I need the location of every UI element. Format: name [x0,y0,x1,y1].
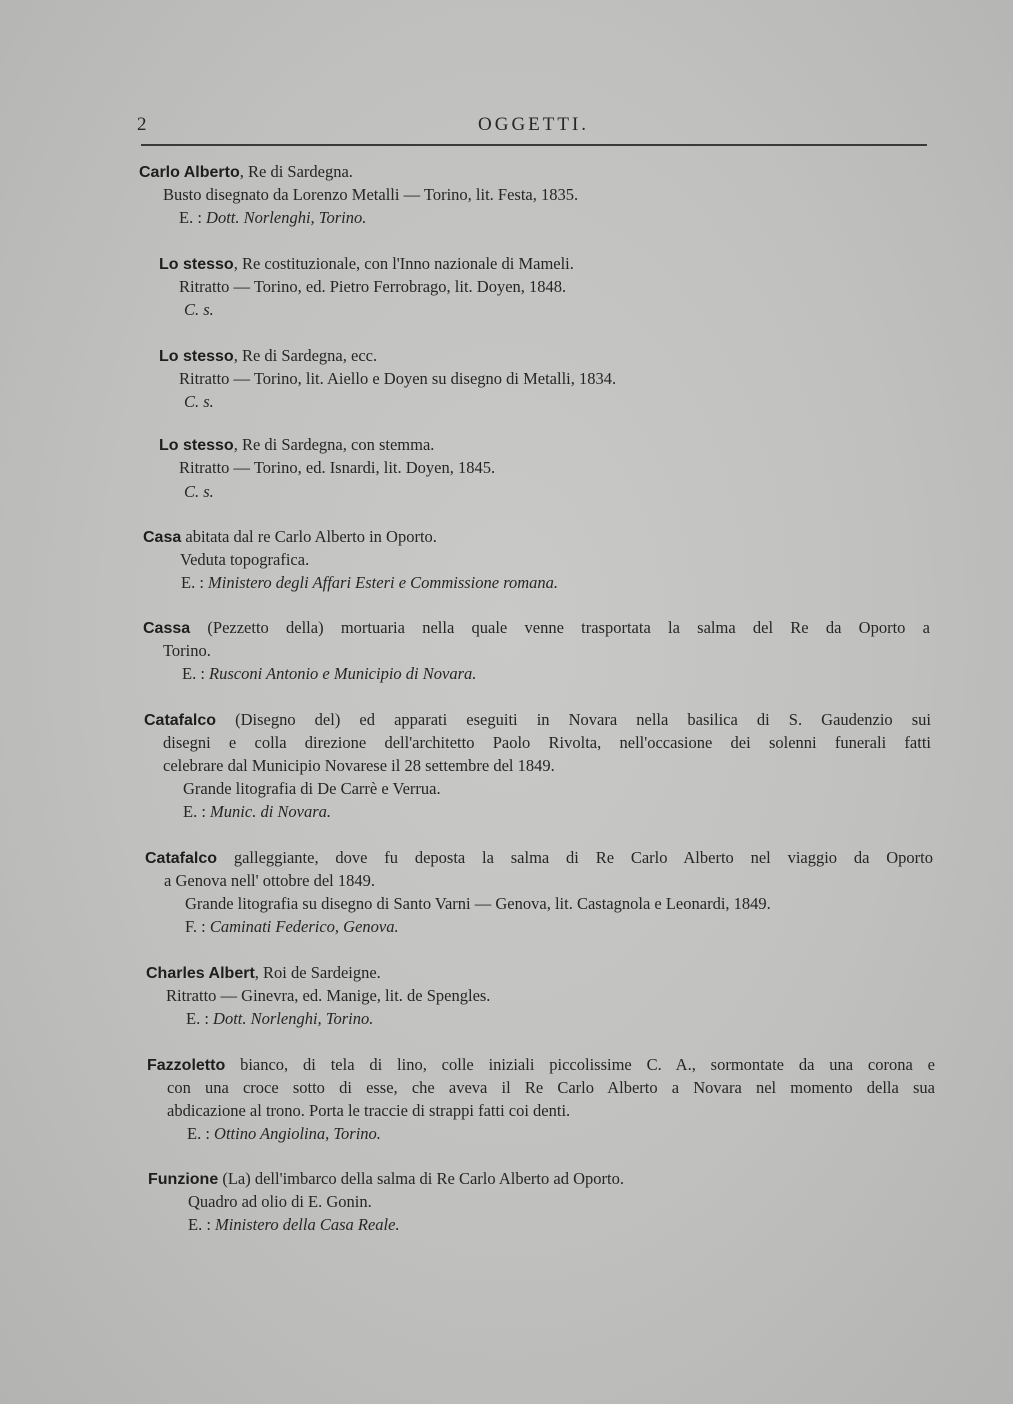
entry-description: , Roi de Sardeigne. [254,963,381,982]
entry-continuation: Torino. [163,641,211,660]
entry-headword: Fazzoletto [147,1057,226,1074]
entry-source [186,1008,373,1030]
entry-description: galleggiante, dove fu deposta la salma di Re Carlo Alberto nel viaggio da Oporto [217,848,933,867]
entry-continuation: a Genova nell' ottobre del 1849. [164,871,375,890]
entry-headword: Catafalco [144,712,217,729]
entry-detail: Ritratto — Ginevra, ed. Manige, lit. de Spengles. [166,986,491,1005]
entry-source [182,663,476,685]
entry-headword: Funzione [148,1171,219,1188]
entry-heading-line [146,962,381,985]
source-name: Caminati Federico, Genova. [209,917,399,936]
source-prefix: E. : [183,802,211,821]
entry-note: C. s. [184,300,214,319]
entry-detail: Busto disegnato da Lorenzo Metalli — Torino, lit. Festa, 1835. [163,185,579,204]
source-name: Ministero della Casa Reale. [215,1215,400,1234]
entry-source [188,1214,400,1236]
entry-detail: Ritratto — Torino, ed. Pietro Ferrobrago, lit. Doyen, 1848. [179,277,567,296]
entry-heading-line [159,345,377,368]
page-number: 2 [137,114,147,135]
entry-heading-line [143,617,930,640]
source-prefix: E. : [187,1124,215,1143]
entry-heading-line [139,161,353,184]
source-prefix: E. : [188,1215,216,1234]
source-prefix: F. : [185,917,210,936]
header-rule [141,144,927,146]
entry-source [183,801,331,823]
entry-description: , Re di Sardegna. [239,162,353,181]
entry-description: abitata dal re Carlo Alberto in Oporto. [181,527,437,546]
entry-source [179,207,366,229]
entry-headword: Charles Albert [146,965,255,982]
source-name: Dott. Norlenghi, Torino. [206,208,367,227]
page-header [0,108,1013,138]
entry-description: (Disegno del) ed apparati eseguiti in Novara nella basilica di S. Gaudenzio sui [216,710,931,729]
entry-note: C. s. [184,482,214,501]
running-title: OGGETTI. [478,114,590,135]
entry-headword: Catafalco [145,850,218,867]
entry-headword: Cassa [143,620,191,637]
source-name: Ministero degli Affari Esteri e Commissione romana. [208,573,559,592]
entry-continuation: con una croce sotto di esse, che aveva il Re Carlo Alberto a Novara nel momento della sua [167,1078,935,1097]
source-name: Dott. Norlenghi, Torino. [213,1009,374,1028]
entry-continuation: celebrare dal Municipio Novarese il 28 settembre del 1849. [163,756,555,775]
entry-headword: Casa [143,529,182,546]
entry-source [181,572,558,594]
entry-detail: Veduta topografica. [180,550,310,569]
entry-description: , Re di Sardegna, ecc. [233,346,378,365]
entry-heading-line [144,709,931,732]
entry-detail: Quadro ad olio di E. Gonin. [188,1192,372,1211]
entry-detail: Grande litografia di De Carrè e Verrua. [183,779,441,798]
entry-detail: Ritratto — Torino, lit. Aiello e Doyen su disegno di Metalli, 1834. [179,369,617,388]
entry-continuation: disegni e colla direzione dell'architetto Paolo Rivolta, nell'occasione dei solenni funerali fatti [163,733,931,752]
source-prefix: E. : [182,664,210,683]
source-prefix: E. : [179,208,207,227]
entry-description: (La) dell'imbarco della salma di Re Carlo Alberto ad Oporto. [218,1169,624,1188]
entry-headword: Lo stesso [159,437,234,454]
entry-continuation: abdicazione al trono. Porta le traccie di strappi fatti coi denti. [167,1101,571,1120]
source-name: Munic. di Novara. [210,802,332,821]
entry-headword: Carlo Alberto [139,164,240,181]
entry-heading-line [147,1054,935,1077]
entry-heading-line [159,253,574,276]
entry-headword: Lo stesso [159,348,234,365]
entry-heading-line [148,1168,624,1191]
source-name: Rusconi Antonio e Municipio di Novara. [209,664,477,683]
entry-heading-line [159,434,434,457]
entry-note: C. s. [184,392,214,411]
entry-headword: Lo stesso [159,256,234,273]
entry-heading-line [143,526,437,549]
entry-detail: Ritratto — Torino, ed. Isnardi, lit. Doyen, 1845. [179,458,496,477]
source-name: Ottino Angiolina, Torino. [214,1124,381,1143]
entry-description: bianco, di tela di lino, colle iniziali piccolissime C. A., sormontate da una corona e [225,1055,935,1074]
entry-description: , Re costituzionale, con l'Inno nazionale di Mameli. [233,254,574,273]
entry-source [185,916,399,938]
entry-heading-line [145,847,933,870]
entry-description: , Re di Sardegna, con stemma. [233,435,435,454]
entry-source [187,1123,381,1145]
source-prefix: E. : [186,1009,214,1028]
entry-description: (Pezzetto della) mortuaria nella quale venne trasportata la salma del Re da Oporto a [190,618,930,637]
source-prefix: E. : [181,573,209,592]
entry-detail: Grande litografia su disegno di Santo Varni — Genova, lit. Castagnola e Leonardi, 1849. [185,894,771,913]
